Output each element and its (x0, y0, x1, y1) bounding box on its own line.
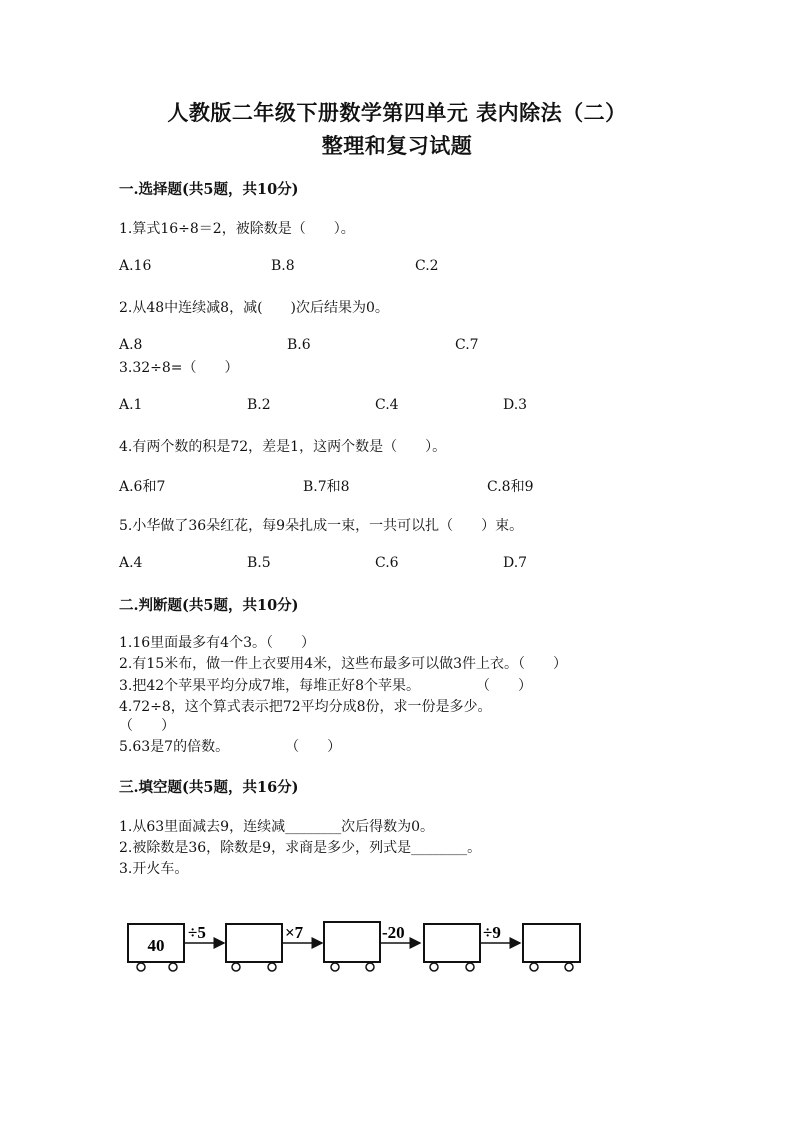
train-start-value: 40 (147, 936, 165, 955)
question-fill-2: 2.被除数是36，除数是9，求商是多少，列式是________。 (119, 840, 482, 856)
page-title-line2: 整理和复习试题 (321, 133, 473, 158)
section-heading-fill: 三.填空题(共5题，共16分) (119, 779, 299, 796)
section-heading-choice: 一.选择题(共5题，共10分) (119, 181, 299, 198)
train-car-2[interactable] (226, 924, 282, 971)
question-choice-5: 5.小华做了36朵红花，每9朵扎成一束，一共可以扎（ ）束。 (119, 518, 524, 534)
question-judgement-3: 3.把42个苹果平均分成7堆，每堆正好8个苹果。 （ ） (119, 678, 532, 694)
train-car-1 (128, 924, 184, 971)
question-judgement-1: 1.16里面最多有4个3。（ ） (119, 635, 315, 651)
option-4a: A.6和7 (119, 479, 166, 495)
option-2a: A.8 (119, 337, 143, 353)
train-op-1: ÷5 (188, 923, 206, 942)
train-car-4[interactable] (424, 924, 480, 971)
option-1a: A.16 (119, 258, 152, 274)
option-5b: B.5 (247, 555, 271, 571)
option-5a: A.4 (119, 555, 143, 571)
option-2b: B.6 (287, 337, 311, 353)
option-4b: B.7和8 (303, 479, 350, 495)
train-op-2: ×7 (285, 923, 304, 942)
option-3b: B.2 (247, 397, 271, 413)
option-1c: C.2 (415, 258, 439, 274)
option-5d: D.7 (503, 555, 528, 571)
question-fill-3: 3.开火车。 (119, 861, 189, 877)
train-op-4: ÷9 (483, 923, 501, 942)
option-3c: C.4 (375, 397, 399, 413)
section-heading-judgement: 二.判断题(共5题，共10分) (119, 597, 299, 614)
option-2c: C.7 (455, 337, 479, 353)
option-5c: C.6 (375, 555, 399, 571)
question-choice-2: 2.从48中连续减8，减( )次后结果为0。 (119, 300, 389, 316)
question-judgement-5: 5.63是7的倍数。 （ ） (119, 739, 342, 755)
option-4c: C.8和9 (487, 479, 534, 495)
page-title-line1: 人教版二年级下册数学第四单元 表内除法（二） (167, 100, 627, 125)
question-choice-3: 3.32÷8=（ ） (119, 360, 239, 376)
question-judgement-2: 2.有15米布，做一件上衣要用4米，这些布最多可以做3件上衣。（ ） (119, 656, 567, 672)
question-choice-4: 4.有两个数的积是72，差是1，这两个数是（ ）。 (119, 439, 447, 455)
question-judgement-4-bracket: （ ） (119, 718, 175, 734)
train-op-3: -20 (382, 923, 405, 942)
train-car-5[interactable] (523, 924, 580, 971)
option-3d: D.3 (503, 397, 528, 413)
question-choice-1: 1.算式16÷8＝2，被除数是（ ）。 (119, 221, 355, 237)
question-judgement-4: 4.72÷8，这个算式表示把72平均分成8份，求一份是多少。 (119, 699, 492, 715)
train-car-3[interactable] (324, 922, 380, 971)
question-fill-1: 1.从63里面减去9，连续减________次后得数为0。 (119, 819, 434, 835)
option-1b: B.8 (271, 258, 295, 274)
option-3a: A.1 (119, 397, 143, 413)
